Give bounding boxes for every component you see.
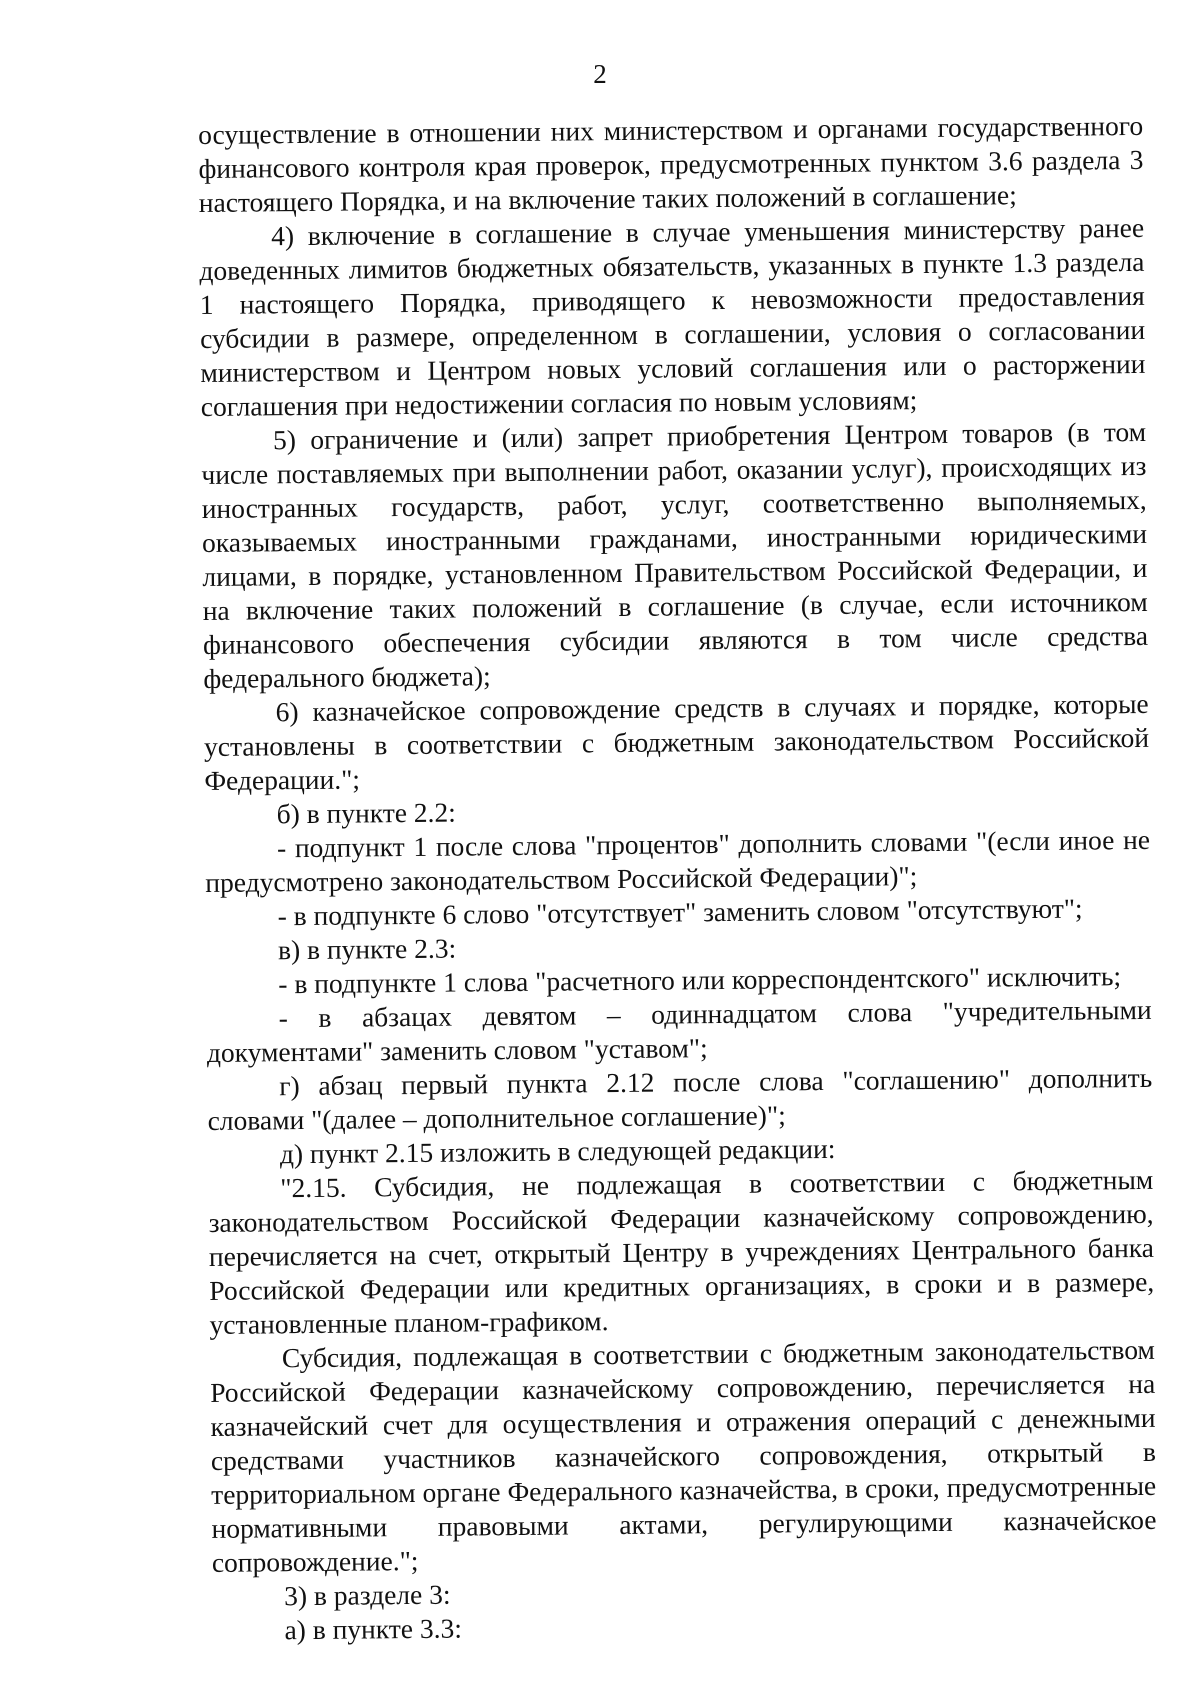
paragraph-subitem-b: б) в пункте 2.2: bbox=[276, 796, 457, 830]
paragraph-item-5: 5) ограничение и (или) запрет приобретения Центром товаров (в том числе поставляемых при выполнении работ, оказании услуг), происходящих из иностранных государств, работ, услуг, соответственно выполняемых, оказываемых иностранными гражданами, иностранными юридическими лицами, в порядке, установленном Правительством Российской Федерации, и на включение таких положений в соглашение (в случае, если источником финансового обеспечения субсидии являются в том числе средства федерального бюджета); bbox=[201, 415, 1149, 694]
paragraph-2-15-second: Субсидия, подлежащая в соответствии с бюджетным законодательством Российской Федерации казначейскому сопровождению, перечисляется на казначейский счет для осуществления и отражения операций с денежными средствами участников казначейского сопровождения, открытый в территориальном органе Федерального казначейства, в сроки, предусмотренные нормативными правовыми актами, регулирующими казначейское сопровождение."; bbox=[210, 1333, 1157, 1578]
document-body bbox=[198, 109, 1158, 1648]
paragraph-v-dash-1: - в подпункте 1 слова "расчетного или корреспондентского" исключить; bbox=[278, 960, 1122, 1000]
paragraph-item-6: 6) казначейское сопровождение средств в случаях и порядке, которые установлены в соответствии с бюджетным законодательством Российской Федерации."; bbox=[203, 687, 1150, 796]
page-number: 2 bbox=[593, 59, 607, 89]
paragraph-subitem-d: д) пункт 2.15 изложить в следующей редакции: bbox=[279, 1132, 836, 1170]
paragraph-2-15-first: "2.15. Субсидия, не подлежащая в соответствии с бюджетным законодательством Российской Федерации казначейскому сопровождению, перечисляется на счет, открытый Центру в учреждениях Центрального банка Российской Федерации или кредитных организациях, в сроки и в размере, установленные планом-графиком. bbox=[208, 1163, 1155, 1340]
paragraph-continuation: осуществление в отношении них министерством и органами государственного финансового контроля края проверок, предусмотренных пунктом 3.6 раздела 3 настоящего Порядка, и на включение таких положений в соглашение; bbox=[198, 109, 1144, 218]
paragraph-subitem-g: г) абзац первый пункта 2.12 после слова "соглашению" дополнить словами "(далее – дополнительное соглашение)"; bbox=[207, 1061, 1153, 1136]
paragraph-subitem-v: в) в пункте 2.3: bbox=[277, 932, 457, 966]
paragraph-subitem-a: а) в пункте 3.3: bbox=[284, 1612, 463, 1646]
paragraph-v-dash-2: - в абзацах девятом – одиннадцатом слова "учредительными документами" заменить словом "уставом"; bbox=[206, 993, 1152, 1068]
paragraph-b-dash-1: - подпункт 1 после слова "процентов" дополнить словами "(если иное не предусмотрено законодательством Российской Федерации)"; bbox=[205, 823, 1151, 898]
paragraph-b-dash-2: - в подпункте 6 слово "отсутствует" заменить словом "отсутствуют"; bbox=[277, 892, 1083, 932]
paragraph-item-4: 4) включение в соглашение в случае уменьшения министерству ранее доведенных лимитов бюджетных обязательств, указанных в пункте 1.3 раздела 1 настоящего Порядка, приводящего к невозможности предоставления субсидии в размере, определенном в соглашении, условия о согласовании министерством и Центром новых условий соглашения или о расторжении соглашения при недостижении согласия по новым условиям; bbox=[199, 211, 1146, 422]
paragraph-section-3: 3) в разделе 3: bbox=[284, 1578, 451, 1612]
